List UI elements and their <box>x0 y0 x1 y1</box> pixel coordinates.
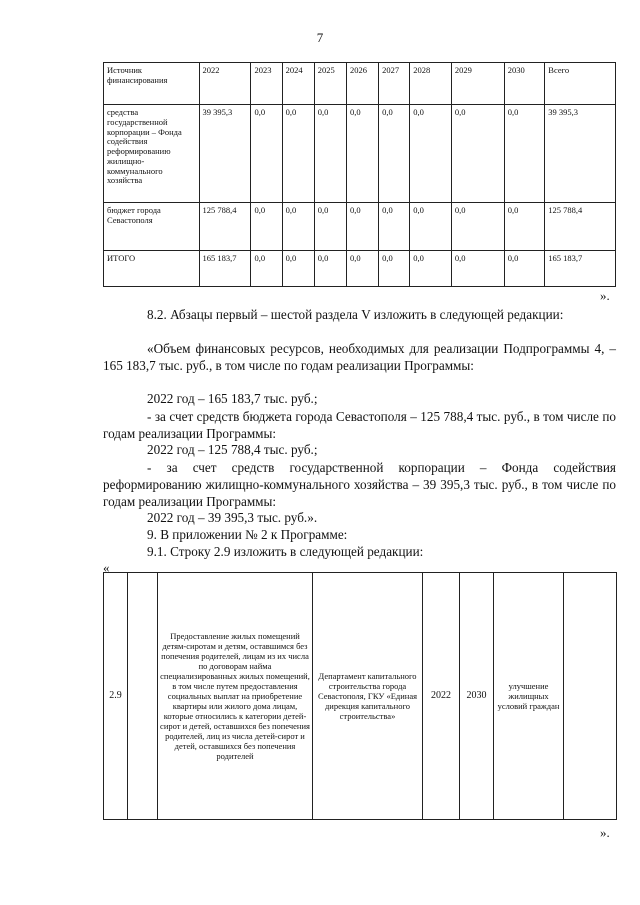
empty-cell <box>564 573 617 820</box>
value-cell: 0,0 <box>346 105 378 203</box>
value-cell: 0,0 <box>504 203 545 251</box>
quote-close-mark-2: ». <box>600 825 610 840</box>
page-number: 7 <box>316 30 324 45</box>
header-cell: 2027 <box>379 63 410 105</box>
empty-cell <box>128 573 158 820</box>
paragraph-volume: «Объем финансовых ресурсов, необходимых для реализации Подпрограммы 4, – 165 183,7 тыс. руб., в том числе по годам реализации Программы: <box>103 341 616 373</box>
financing-table-header <box>104 63 616 105</box>
value-cell: 0,0 <box>314 203 346 251</box>
value-cell: 0,0 <box>504 251 545 287</box>
value-cell: 0,0 <box>282 105 314 203</box>
header-cell: Источник финансирования <box>104 63 200 105</box>
quote-open-mark: « <box>103 560 110 575</box>
value-cell: 0,0 <box>410 105 452 203</box>
paragraph-9-1: 9.1. Строку 2.9 изложить в следующей редакции: <box>147 544 424 559</box>
header-cell: 2023 <box>251 63 282 105</box>
row-number-cell: 2.9 <box>104 573 128 820</box>
value-cell: 39 395,3 <box>199 105 251 203</box>
value-cell: 0,0 <box>251 251 282 287</box>
value-cell: 0,0 <box>379 105 410 203</box>
value-cell: 125 788,4 <box>199 203 251 251</box>
value-cell: 165 183,7 <box>199 251 251 287</box>
header-cell: 2022 <box>199 63 251 105</box>
table-row <box>104 203 616 251</box>
value-cell: 0,0 <box>346 251 378 287</box>
paragraph-city-budget: - за счет средств бюджета города Севастополя – 125 788,4 тыс. руб., в том числе по годам реализации Программы: <box>103 409 616 441</box>
table-row <box>104 105 616 203</box>
total-cell: 165 183,7 <box>545 251 616 287</box>
end-year-cell: 2030 <box>460 573 494 820</box>
result-cell: улучшение жилищных условий граждан <box>494 573 564 820</box>
value-cell: 0,0 <box>410 251 452 287</box>
total-cell: 39 395,3 <box>545 105 616 203</box>
header-cell: 2026 <box>346 63 378 105</box>
paragraph-8-2: 8.2. Абзацы первый – шестой раздела V изложить в следующей редакции: <box>147 307 564 322</box>
paragraph-fund: - за счет средств государственной корпорации – Фонда содействия реформированию жилищно-коммунального хозяйства – 39 395,3 тыс. руб., в том числе по годам реализации Программы: <box>103 460 616 509</box>
value-cell: 0,0 <box>379 251 410 287</box>
value-cell: 0,0 <box>504 105 545 203</box>
value-cell: 0,0 <box>314 251 346 287</box>
value-cell: 0,0 <box>451 203 504 251</box>
total-cell: 125 788,4 <box>545 203 616 251</box>
paragraph-year-fund: 2022 год – 39 395,3 тыс. руб.». <box>147 510 318 525</box>
table-row <box>104 573 617 820</box>
header-cell: 2024 <box>282 63 314 105</box>
value-cell: 0,0 <box>410 203 452 251</box>
header-cell: 2025 <box>314 63 346 105</box>
source-cell: бюджет города Севастополя <box>104 203 200 251</box>
value-cell: 0,0 <box>346 203 378 251</box>
paragraph-9: 9. В приложении № 2 к Программе: <box>147 527 348 542</box>
value-cell: 0,0 <box>451 105 504 203</box>
value-cell: 0,0 <box>314 105 346 203</box>
value-cell: 0,0 <box>251 105 282 203</box>
table-row <box>104 251 616 287</box>
source-cell: средства государственной корпорации – Фонда содействия реформированию жилищно-коммунального хозяйства <box>104 105 200 203</box>
value-cell: 0,0 <box>251 203 282 251</box>
value-cell: 0,0 <box>282 203 314 251</box>
paragraph-year-city: 2022 год – 125 788,4 тыс. руб.; <box>147 442 318 457</box>
header-cell: 2030 <box>504 63 545 105</box>
appendix-row-table <box>103 572 617 820</box>
paragraph-year-total: 2022 год – 165 183,7 тыс. руб.; <box>147 391 318 406</box>
value-cell: 0,0 <box>282 251 314 287</box>
value-cell: 0,0 <box>451 251 504 287</box>
quote-close-mark: ». <box>600 288 610 303</box>
description-cell: Предоставление жилых помещений детям-сиротам и детям, оставшимся без попечения родителей, лицам из их числа по договорам найма специализированных жилых помещений, в том числе путем предоставления социальных выплат на приобретение квартиры или жилого дома лицам, которые относились к категории детей-сирот и детей, оставшихся без попечения родителей, лиц из числа детей-сирот и детей, оставшихся без попечения родителей <box>158 573 313 820</box>
start-year-cell: 2022 <box>423 573 460 820</box>
executor-cell: Департамент капитального строительства города Севастополя, ГКУ «Единая дирекция капитального строительства» <box>313 573 423 820</box>
header-cell: Всего <box>545 63 616 105</box>
header-cell: 2029 <box>451 63 504 105</box>
source-cell: ИТОГО <box>104 251 200 287</box>
header-cell: 2028 <box>410 63 452 105</box>
financing-table <box>103 62 616 287</box>
value-cell: 0,0 <box>379 203 410 251</box>
